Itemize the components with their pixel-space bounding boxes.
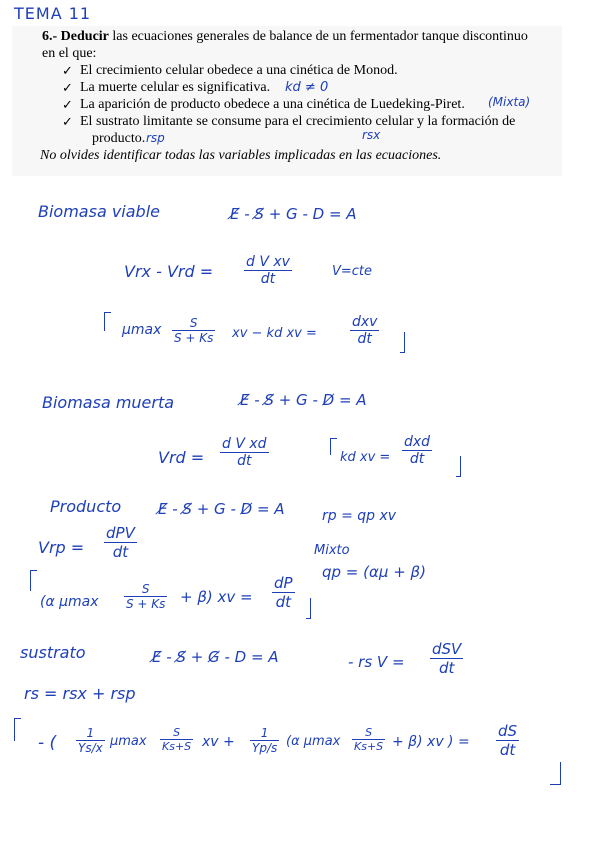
check-icon: ✓ (62, 98, 73, 113)
section-title-sustrato: sustrato (20, 643, 86, 662)
frac-den: dt (402, 450, 432, 467)
bracket-open (330, 438, 337, 455)
frac-num: d V xv (246, 254, 290, 270)
frac-den: Ks+S (354, 740, 384, 753)
eq-viable2-pre: μmax (122, 322, 162, 338)
frac-den: Yp/s (252, 741, 278, 755)
qp-expression: qp = (αμ + β) (322, 563, 426, 581)
frac-num: 1 (260, 726, 269, 740)
balance-biomasa-muerta: E̸ - S̸ + G - D̸ = A (240, 391, 367, 409)
eq-sustrato-lhs: - rs V = (348, 653, 405, 671)
frac-den: dt (272, 592, 295, 611)
rs-expression: rs = rsx + rsp (24, 684, 136, 703)
bracket-open (104, 312, 111, 331)
eq-sustrato2-f5 (496, 722, 519, 759)
eq-sustrato2-mu: μmax (110, 734, 147, 749)
frac-num: S (173, 726, 181, 739)
problem-line-1 (42, 29, 528, 45)
problem-number: 6.- (42, 29, 58, 44)
mixto-label: Mixto (314, 543, 350, 558)
eq-sustrato2-f1 (76, 726, 105, 755)
eq-sustrato2-f3 (250, 726, 279, 755)
eq-producto2-mid: + β) xv = (180, 588, 253, 606)
bullet-4: El sustrato limitante se consume para el crecimiento celular y la formación de (80, 114, 516, 129)
problem-line1-rest: las ecuaciones generales de balance de un fermentador tanque discontinuo (112, 29, 528, 44)
frac-den: dt (104, 542, 137, 561)
bracket-open (30, 570, 37, 591)
problem-verb: Deducir (60, 29, 109, 44)
annot-rsx: rsx (362, 128, 381, 142)
bracket-close (306, 598, 311, 619)
eq-producto2-pre: (α μmax (40, 594, 99, 610)
eq-producto-lhs: Vrp = (38, 538, 85, 557)
problem-note: No olvides identificar todas las variables implicadas en las ecuaciones. (40, 148, 442, 163)
bracket-close (456, 456, 461, 477)
bullet-3: La aparición de producto obedece a una cinética de Luedeking-Piret. (80, 97, 465, 112)
eq-sustrato2-f4 (352, 726, 385, 753)
frac-num: dxv (352, 314, 378, 330)
eq-viable-lhs: Vrx - Vrd = (124, 262, 214, 281)
problem-statement (12, 26, 562, 176)
problem-line-2: en el que: (42, 46, 97, 61)
check-icon: ✓ (62, 64, 73, 79)
frac-num: dS (498, 722, 518, 740)
eq-sustrato2-minus: - ( (38, 733, 57, 753)
eq-muerta2-frac (402, 434, 432, 467)
frac-num: dxd (404, 434, 431, 450)
eq-sustrato2-paren: (α μmax (286, 734, 341, 749)
eq-viable-frac (244, 254, 292, 287)
frac-den: S + Ks (174, 331, 214, 345)
section-title-biomasa-muerta: Biomasa muerta (42, 393, 175, 412)
eq-sustrato2-tail: + β) xv ) = (392, 734, 470, 750)
tema-label: TEMA 11 (14, 4, 92, 23)
eq-muerta-frac (220, 436, 269, 469)
annot-kd: kd ≠ 0 (285, 80, 329, 95)
rp-expression: rp = qp xv (322, 508, 397, 524)
annot-mixta: (Mixta) (488, 95, 531, 109)
eq-viable2-frac2 (350, 314, 379, 347)
section-title-producto: Producto (50, 497, 122, 516)
frac-den: dt (220, 452, 269, 469)
frac-num: dP (274, 574, 293, 592)
check-icon: ✓ (62, 81, 73, 96)
frac-den: dt (244, 270, 292, 287)
bullet-2: La muerte celular es significativa. (80, 80, 271, 95)
eq-sustrato2-f2 (160, 726, 193, 753)
frac-den: dt (430, 658, 463, 677)
eq-sustrato2-xv: xv + (202, 734, 235, 750)
frac-num: 1 (86, 726, 95, 740)
eq-viable2-mid: xv − kd xv = (232, 326, 317, 341)
frac-den: dt (350, 330, 379, 347)
eq-producto-frac (104, 524, 137, 561)
annot-rsp: rsp (146, 131, 165, 145)
bullet-1: El crecimiento celular obedece a una cinética de Monod. (80, 63, 398, 78)
frac-den: dt (496, 740, 519, 759)
eq-producto2-frac (124, 582, 167, 611)
check-icon: ✓ (62, 115, 73, 130)
balance-producto: E̸ - S̸ + G - D̸ = A (158, 500, 285, 518)
eq-viable2-frac (172, 316, 215, 345)
section-title-biomasa-viable: Biomasa viable (38, 202, 160, 221)
frac-den: Ks+S (162, 740, 192, 753)
eq-sustrato-frac (430, 640, 463, 677)
bracket-close (550, 762, 561, 785)
eq-muerta-lhs: Vrd = (158, 448, 205, 467)
vcte: V=cte (332, 264, 373, 279)
frac-den: S + Ks (126, 597, 166, 611)
frac-num: dPV (106, 524, 135, 542)
frac-num: d V xd (222, 436, 267, 452)
frac-num: S (365, 726, 373, 739)
eq-producto2-frac2 (272, 574, 295, 611)
frac-num: S (141, 582, 150, 596)
bracket-close (400, 332, 405, 353)
bullet-4-cont: producto. (92, 131, 146, 146)
frac-den: Ys/x (78, 741, 103, 755)
bracket-open (14, 718, 21, 741)
balance-biomasa-viable: E̸ - S̸ + G - D = A (230, 205, 357, 223)
balance-sustrato: E̸ - S̸ + G̸ - D = A (152, 648, 279, 666)
frac-num: dSV (432, 640, 462, 658)
eq-muerta2-lhs: kd xv = (340, 450, 391, 465)
frac-num: S (189, 316, 198, 330)
